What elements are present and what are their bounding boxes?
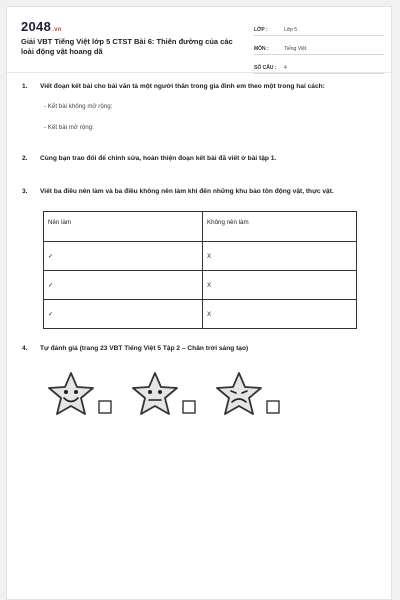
question-text: Viết ba điều nên làm và ba điều không nên làm khi đến những khu bảo tồn động vật, thực vật. [40,188,334,195]
table-row [44,300,357,329]
question-number: 1. [22,83,28,90]
meta-info [254,19,384,76]
header-should-not-do: Không nên làm [203,212,357,242]
happy-star-icon [45,369,115,427]
check-mark: ✓ [44,271,203,300]
meta-key: SỐ CÂU : [254,65,277,71]
table-header-row [44,212,357,242]
x-mark: X [203,271,357,300]
meta-row-subject [254,38,384,55]
question-number: 3. [22,188,28,195]
logo-suffix: .vn [52,27,62,33]
meta-key: LỚP : [254,27,268,33]
document-title: Giải VBT Tiếng Việt lớp 5 CTST Bài 6: Thiên đường của các loài động vật hoang dã [21,37,233,56]
header-should-do: Nên làm [44,212,203,242]
sad-star-icon [213,369,283,427]
logo-main: 2048 [21,19,52,34]
self-assessment-stars [45,369,293,429]
table-row [44,271,357,300]
question-3 [22,188,334,195]
question-2 [22,155,276,162]
meta-value: Tiếng Việt [284,46,307,52]
sad-star-option[interactable] [213,369,283,427]
meta-value: 4 [284,65,287,71]
worksheet-page [6,6,392,600]
x-mark: X [203,242,357,271]
check-mark: ✓ [44,300,203,329]
do-dont-table [43,211,357,329]
question-number: 4. [22,345,28,352]
question-number: 2. [22,155,28,162]
question-text: Tự đánh giá (trang 23 VBT Tiếng Việt 5 Tập 2 – Chân trời sáng tạo) [40,345,249,352]
neutral-star-icon [129,369,199,427]
x-mark: X [203,300,357,329]
q1-option-expand: - Kết bài mở rộng: [44,124,94,131]
meta-row-count [254,57,384,74]
meta-value: Lớp 5 [284,27,298,33]
check-mark: ✓ [44,242,203,271]
question-1 [22,83,325,90]
meta-row-class [254,19,384,36]
q1-option-no-expand: - Kết bài không mở rộng: [44,103,113,110]
worksheet-header [7,7,391,73]
neutral-star-option[interactable] [129,369,199,427]
question-text: Viết đoạn kết bài cho bài văn tả một người thân trong gia đình em theo một trong hai cách: [40,83,325,90]
question-4 [22,345,248,352]
site-logo[interactable] [21,19,62,34]
meta-key: MÔN : [254,46,269,52]
table-row [44,242,357,271]
question-text: Cùng bạn trao đổi để chỉnh sửa, hoàn thiện đoạn kết bài đã viết ở bài tập 1. [40,155,277,162]
happy-star-option[interactable] [45,369,115,427]
